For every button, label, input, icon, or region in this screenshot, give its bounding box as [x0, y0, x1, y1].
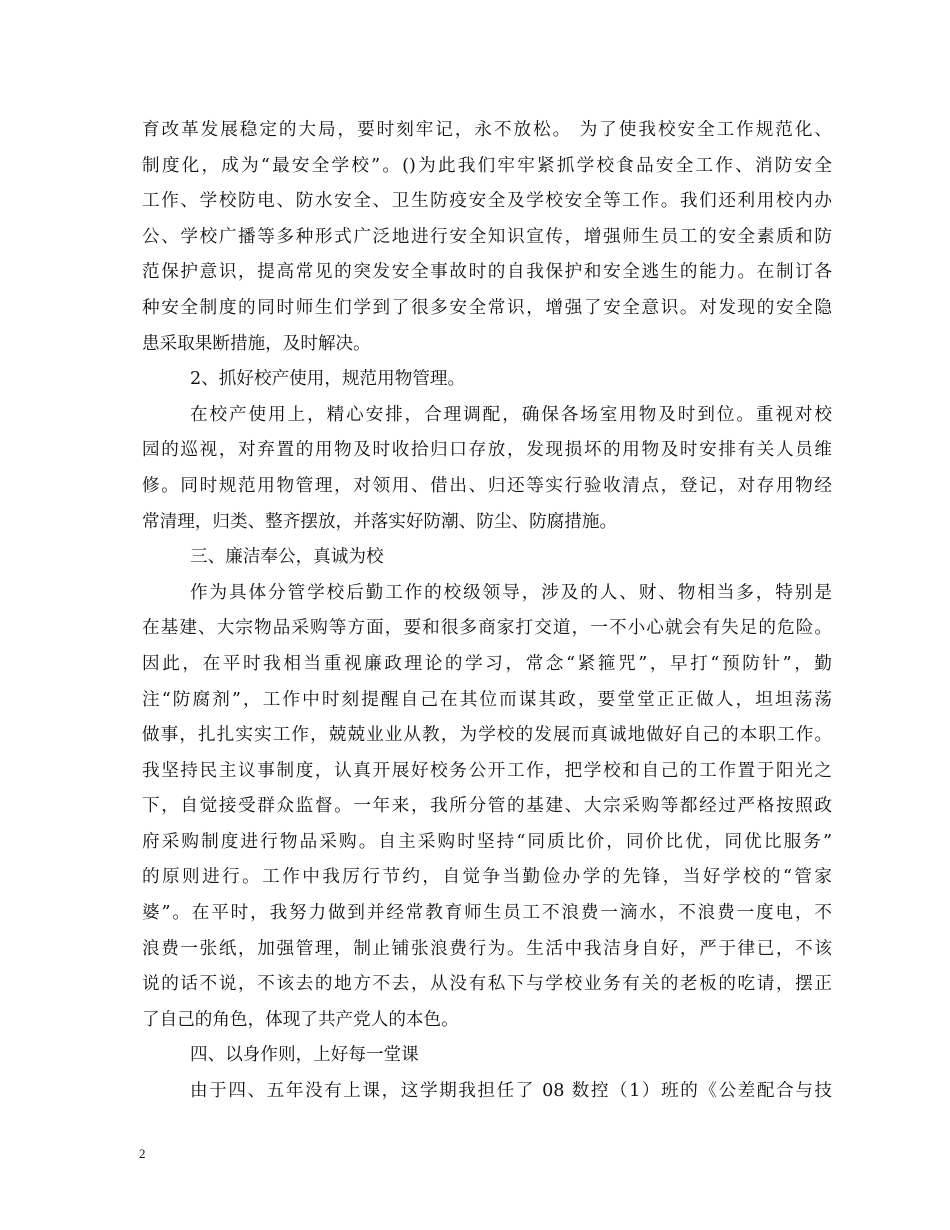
page-number: 2: [139, 1146, 146, 1161]
text-line: 在基建、大宗物品采购等方面，要和很多商家打交道，一不小心就会有失足的危险。: [142, 618, 832, 639]
text-line: 常清理，归类、整齐摆放，并落实好防潮、防尘、防腐措施。: [142, 511, 618, 532]
text-line: 公、学校广播等多种形式广泛地进行安全知识宣传，增强师生员工的安全素质和防: [142, 226, 832, 247]
text-line: 工作、学校防电、防水安全、卫生防疫安全及学校安全等工作。我们还利用校内办: [142, 191, 832, 212]
text-line: 患采取果断措施，及时解决。: [142, 333, 371, 354]
text-line: 种安全制度的同时师生们学到了很多安全常识，增强了安全意识。对发现的安全隐: [142, 297, 832, 318]
text-line: 婆”。在平时，我努力做到并经常教育师生员工不浪费一滴水，不浪费一度电，不: [142, 903, 832, 924]
section-heading: 三、廉洁奉公，真诚为校: [190, 547, 384, 568]
text-line: 浪费一张纸，加强管理，制止铺张浪费行为。生活中我洁身自好，严于律已，不该: [142, 938, 832, 959]
text-line: 注“防腐剂”，工作中时刻提醒自己在其位而谋其政，要堂堂正正做人，坦坦荡荡: [142, 689, 832, 710]
text-line: 制度化，成为“最安全学校”。()为此我们牢牢紧抓学校食品安全工作、消防安全: [142, 155, 832, 176]
text-line: 育改革发展稳定的大局，要时刻牢记，永不放松。 为了使我校安全工作规范化、: [142, 120, 832, 140]
text-line: 我坚持民主议事制度，认真开展好校务公开工作，把学校和自己的工作置于阳光之: [142, 760, 832, 781]
text-line: 的原则进行。工作中我厉行节约，自觉争当勤俭办学的先锋，当好学校的“管家: [142, 867, 832, 888]
text-line: 由于四、五年没有上课，这学期我担任了 08 数控（1）班的《公差配合与技: [190, 1081, 832, 1102]
text-line: 下，自觉接受群众监督。一年来，我所分管的基建、大宗采购等都经过严格按照政: [142, 796, 832, 817]
text-line: 修。同时规范用物管理，对领用、借出、归还等实行验收清点，登记，对存用物经: [142, 475, 832, 496]
text-line: 府采购制度进行物品采购。自主采购时坚持“同质比价，同价比优，同优比服务”: [142, 831, 832, 852]
body-text: [142, 113, 832, 1110]
text-line: 作为具体分管学校后勤工作的校级领导，涉及的人、财、物相当多，特别是: [190, 582, 832, 603]
text-line: 园的巡视，对弃置的用物及时收拾归口存放，发现损坏的用物及时安排有关人员维: [142, 440, 832, 461]
text-line: 做事，扎扎实实工作，兢兢业业从教，为学校的发展而真诚地做好自己的本职工作。: [142, 725, 832, 746]
section-heading: 2、抓好校产使用，规范用物管理。: [190, 369, 466, 390]
text-line: 说的话不说，不该去的地方不去，从没有私下与学校业务有关的老板的吃请，摆正: [142, 974, 832, 995]
section-heading: 四、以身作则，上好每一堂课: [190, 1045, 419, 1066]
text-line: 在校产使用上，精心安排，合理调配，确保各场室用物及时到位。重视对校: [190, 404, 832, 425]
text-line: 范保护意识，提高常见的突发安全事故时的自我保护和安全逃生的能力。在制订各: [142, 262, 832, 283]
text-line: 因此，在平时我相当重视廉政理论的学习，常念“紧箍咒”，早打“预防针”，勤: [142, 653, 832, 674]
text-line: 了自己的角色，体现了共产党人的本色。: [142, 1009, 459, 1030]
